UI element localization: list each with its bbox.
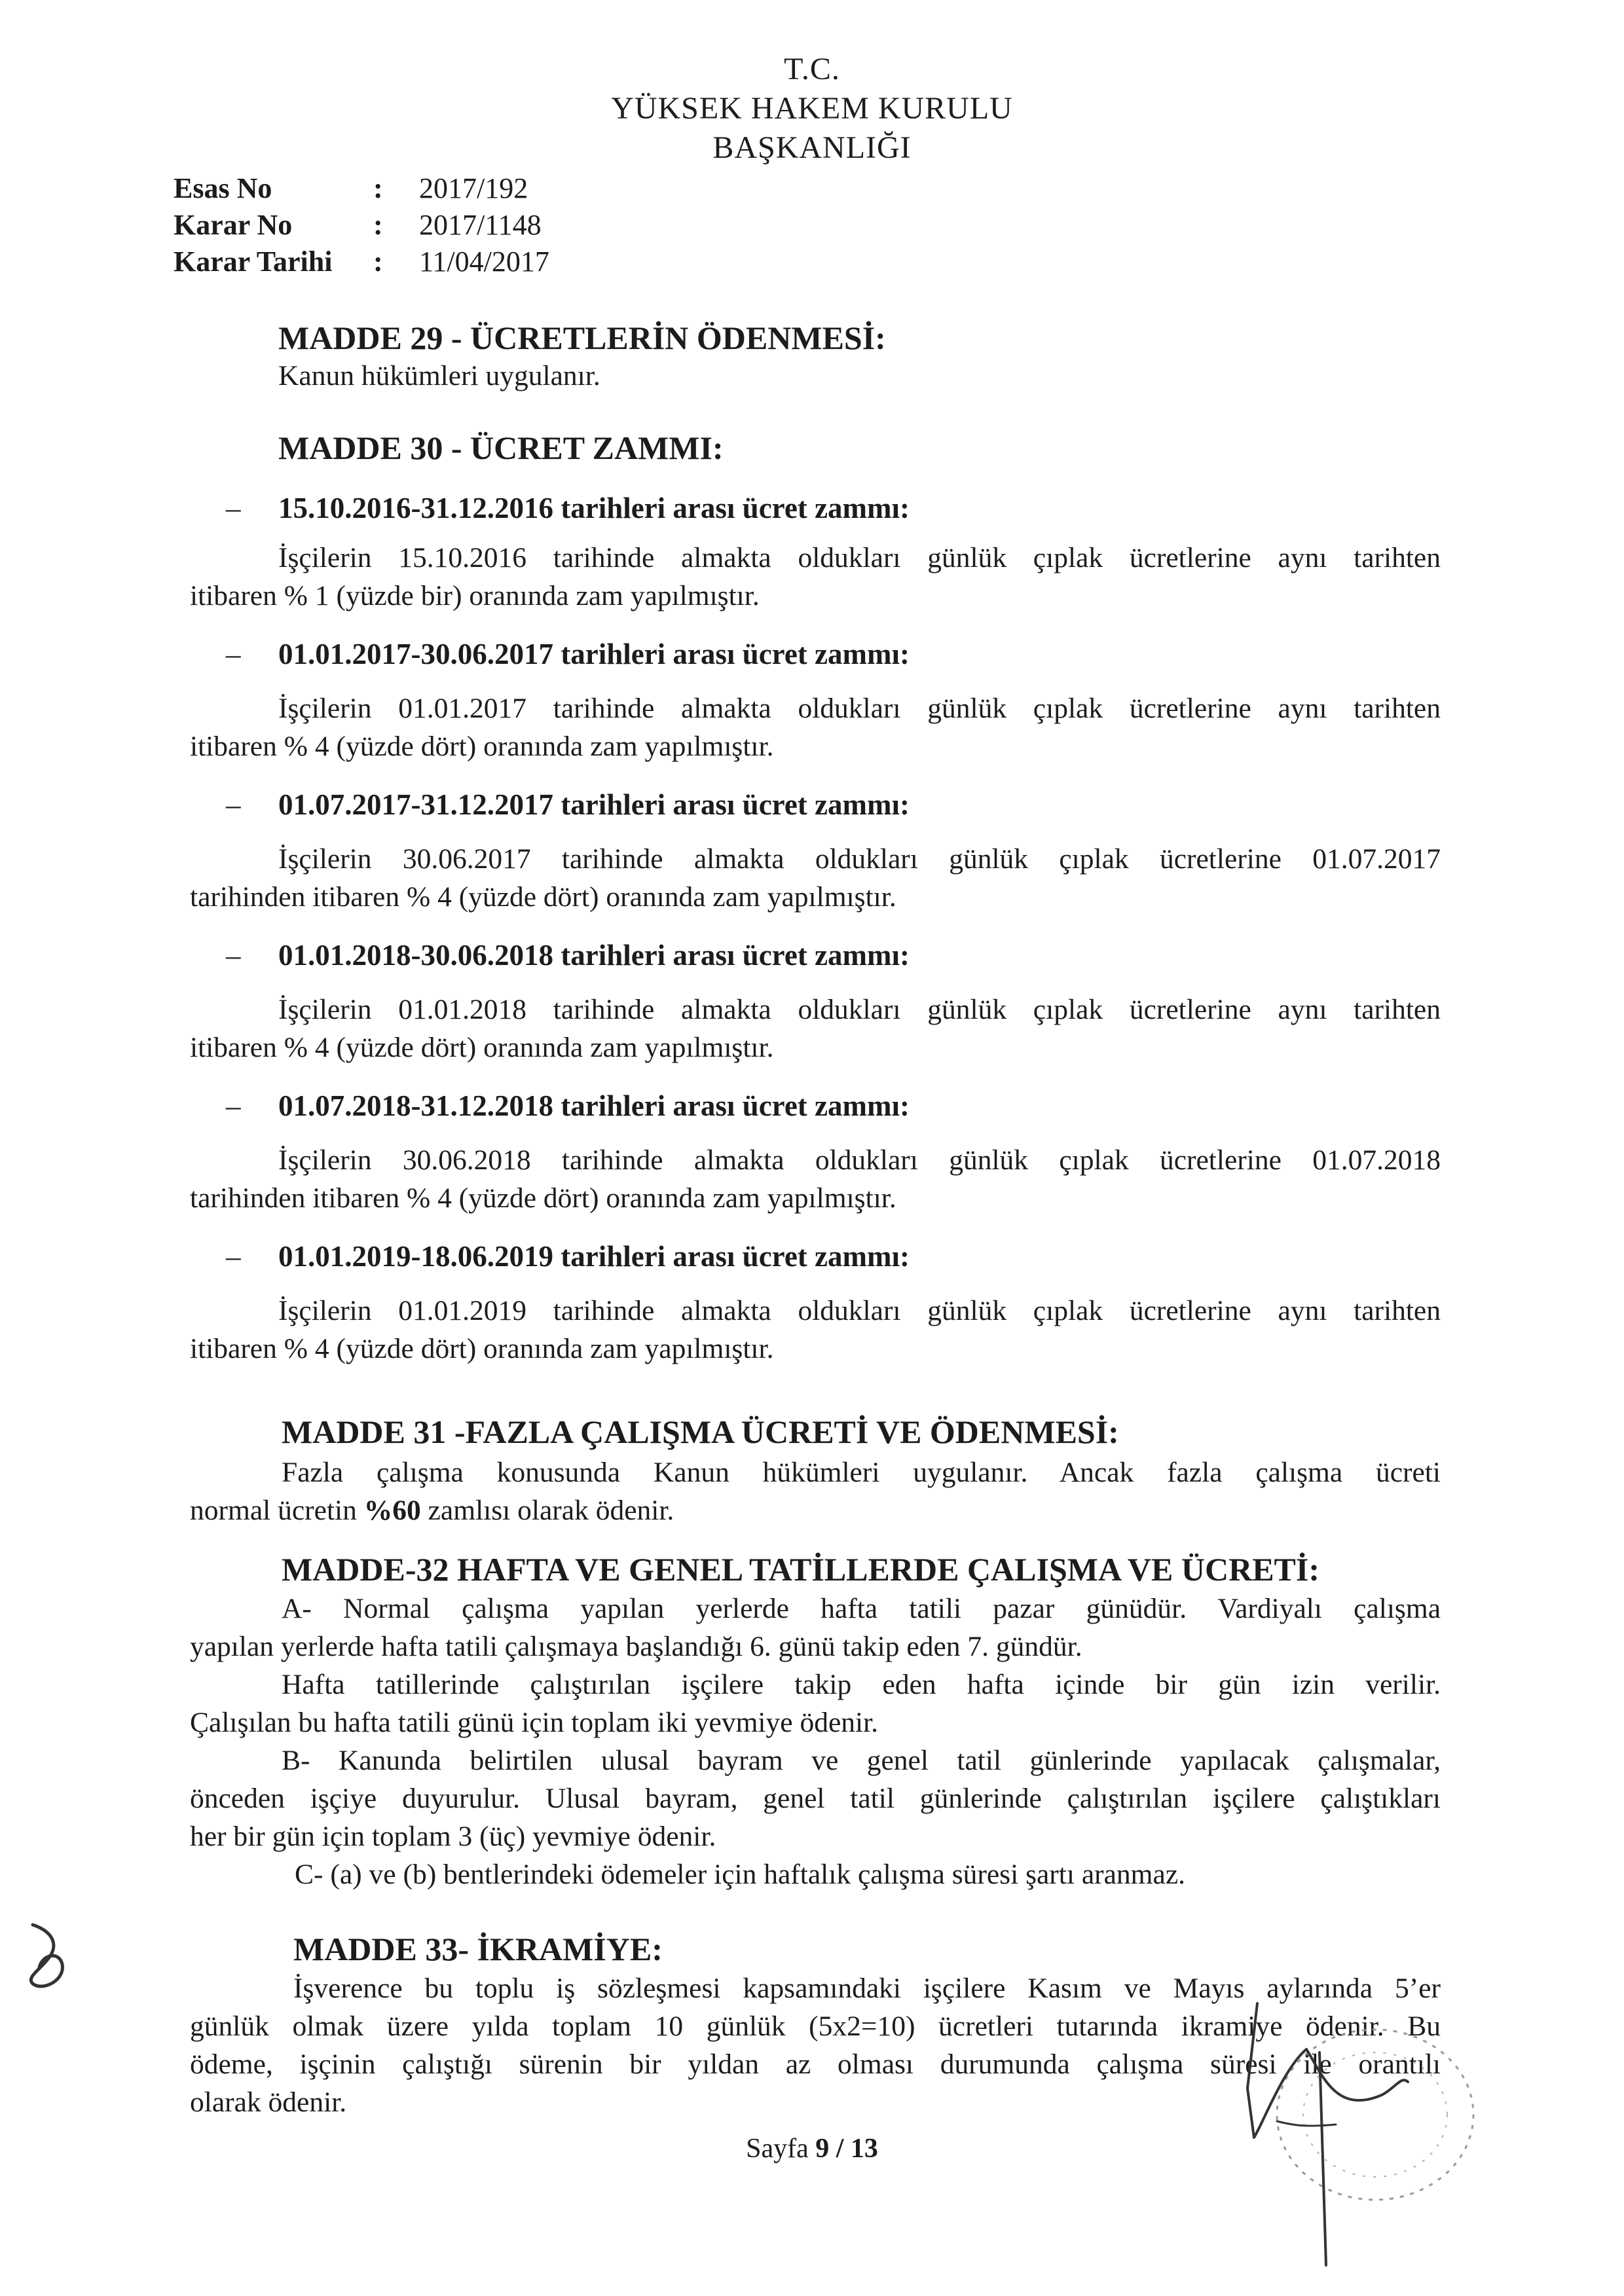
meta-label: Karar No xyxy=(174,209,293,241)
raise-heading xyxy=(226,491,910,525)
meta-value: 2017/1148 xyxy=(419,209,542,241)
paragraph-line: her bir gün için toplam 3 (üç) yevmiye ödenir. xyxy=(190,1821,716,1852)
raise-paragraph xyxy=(190,539,1441,615)
list-dash: – xyxy=(226,939,241,972)
paragraph-line: itibaren % 1 (yüzde bir) oranında zam yapılmıştır. xyxy=(190,580,760,611)
paragraph-line: A- Normal çalışma yapılan yerlerde hafta tatili pazar günüdür. Vardiyalı çalışma xyxy=(282,1593,1441,1624)
meta-separator: : xyxy=(373,172,383,204)
text-run: zamlısı olarak ödenir. xyxy=(420,1495,674,1526)
signature-icon xyxy=(1247,2003,1408,2265)
article-31-title: MADDE 31 -FAZLA ÇALIŞMA ÜCRETİ VE ÖDENMESİ: xyxy=(282,1413,1119,1450)
list-dash: – xyxy=(226,1240,241,1273)
raise-heading xyxy=(226,1089,910,1123)
meta-value: 11/04/2017 xyxy=(419,246,549,278)
header-presidency: BAŞKANLIĞI xyxy=(712,130,912,165)
paragraph-line: ödeme, işçinin çalıştığı sürenin bir yıldan az olması durumunda çalışma süresi ile orantılı xyxy=(190,2049,1441,2080)
raise-heading-text: 01.01.2017-30.06.2017 tarihleri arası ücret zammı: xyxy=(278,638,910,670)
stamp-icon xyxy=(1277,2030,1473,2200)
current-page: 9 xyxy=(815,2134,830,2164)
raise-heading xyxy=(226,788,910,822)
paragraph-line: İşçilerin 01.01.2018 tarihinde almakta oldukları günlük çıplak ücretlerine aynı tarihten xyxy=(278,994,1441,1025)
header-tc: T.C. xyxy=(784,52,840,86)
meta-label: Karar Tarihi xyxy=(174,246,333,278)
paragraph-line: günlük olmak üzere yılda toplam 10 günlük (5x2=10) ücretleri tutarında ikramiye ödenir. Bu xyxy=(190,2011,1441,2042)
raise-heading-text: 01.01.2018-30.06.2018 tarihleri arası ücret zammı: xyxy=(278,939,910,972)
meta-value: 2017/192 xyxy=(419,172,528,204)
paragraph-line: itibaren % 4 (yüzde dört) oranında zam yapılmıştır. xyxy=(190,1032,774,1063)
paragraph-line: Fazla çalışma konusunda Kanun hükümleri uygulanır. Ancak fazla çalışma ücreti xyxy=(282,1457,1441,1488)
raise-heading-text: 01.07.2017-31.12.2017 tarihleri arası ücret zammı: xyxy=(278,788,910,821)
raise-heading-text: 01.07.2018-31.12.2018 tarihleri arası ücret zammı: xyxy=(278,1089,910,1122)
raise-paragraph xyxy=(190,840,1441,916)
paragraph-line: tarihinden itibaren % 4 (yüzde dört) oranında zam yapılmıştır. xyxy=(190,1182,896,1214)
paragraph-line: İşçilerin 01.01.2019 tarihinde almakta oldukları günlük çıplak ücretlerine aynı tarihten xyxy=(278,1295,1441,1326)
paragraph-line: C- (a) ve (b) bentlerindeki ödemeler için haftalık çalışma süresi şartı aranmaz. xyxy=(295,1859,1186,1890)
article-30-title: MADDE 30 - ÜCRET ZAMMI: xyxy=(278,429,724,466)
raise-heading xyxy=(226,637,910,671)
raise-heading xyxy=(226,1239,910,1273)
paragraph-line: Hafta tatillerinde çalıştırılan işçilere takip eden hafta içinde bir gün izin verilir. xyxy=(282,1669,1441,1700)
signature-stamp xyxy=(1179,1990,1493,2278)
paragraph-line: itibaren % 4 (yüzde dört) oranında zam yapılmıştır. xyxy=(190,1333,774,1364)
paragraph-line: olarak ödenir. xyxy=(190,2086,347,2118)
article-32-title: MADDE-32 HAFTA VE GENEL TATİLLERDE ÇALIŞMA VE ÜCRETİ: xyxy=(282,1551,1320,1588)
raise-heading-text: 01.01.2019-18.06.2019 tarihleri arası ücret zammı: xyxy=(278,1240,910,1273)
paragraph-line: B- Kanunda belirtilen ulusal bayram ve genel tatil günlerinde yapılacak çalışmalar, xyxy=(282,1745,1441,1776)
text-run: normal ücretin xyxy=(190,1495,364,1526)
paragraph-line: yapılan yerlerde hafta tatili çalışmaya başlandığı 6. günü takip eden 7. gündür. xyxy=(190,1631,1082,1662)
article-29-title: MADDE 29 - ÜCRETLERİN ÖDENMESİ: xyxy=(278,319,886,356)
meta-separator: : xyxy=(373,209,383,241)
raise-paragraph xyxy=(190,1141,1441,1217)
article-33-title: MADDE 33- İKRAMİYE: xyxy=(293,1931,663,1967)
article-29-text: Kanun hükümleri uygulanır. xyxy=(278,360,600,392)
article-31-text xyxy=(190,1453,1441,1529)
total-pages: 13 xyxy=(850,2134,878,2164)
raise-paragraph xyxy=(190,1292,1441,1368)
paragraph-line: önceden işçiye duyurulur. Ulusal bayram, genel tatil günlerinde çalıştırılan işçilere çalıştıkları xyxy=(190,1783,1441,1814)
article-32-text xyxy=(190,1590,1441,1893)
header-institution: YÜKSEK HAKEM KURULU xyxy=(611,91,1013,126)
list-dash: – xyxy=(226,492,241,524)
handwritten-initial-mark xyxy=(13,1918,85,1997)
paragraph-line: İşçilerin 30.06.2017 tarihinde almakta oldukları günlük çıplak ücretlerine 01.07.2017 xyxy=(278,843,1441,875)
list-dash: – xyxy=(226,1089,241,1122)
paragraph-line: itibaren % 4 (yüzde dört) oranında zam yapılmıştır. xyxy=(190,731,774,762)
paragraph-line: İşçilerin 01.01.2017 tarihinde almakta oldukları günlük çıplak ücretlerine aynı tarihten xyxy=(278,693,1441,724)
list-dash: – xyxy=(226,788,241,821)
paragraph-line: Çalışılan bu hafta tatili günü için toplam iki yevmiye ödenir. xyxy=(190,1707,879,1738)
meta-separator: : xyxy=(373,246,383,278)
paragraph-line: İşverence bu toplu iş sözleşmesi kapsamındaki işçilere Kasım ve Mayıs aylarında 5’er xyxy=(293,1973,1441,2004)
list-dash: – xyxy=(226,638,241,670)
paragraph-line: tarihinden itibaren % 4 (yüzde dört) oranında zam yapılmıştır. xyxy=(190,881,896,913)
page-label: Sayfa xyxy=(746,2134,816,2164)
overtime-rate: %60 xyxy=(363,1495,421,1526)
raise-heading xyxy=(226,938,910,972)
paragraph-line: İşçilerin 30.06.2018 tarihinde almakta oldukları günlük çıplak ücretlerine 01.07.2018 xyxy=(278,1144,1441,1176)
page-separator: / xyxy=(829,2134,851,2164)
paragraph-line xyxy=(190,1491,1441,1529)
meta-label: Esas No xyxy=(174,172,272,204)
paragraph-line: İşçilerin 15.10.2016 tarihinde almakta oldukları günlük çıplak ücretlerine aynı tarihten xyxy=(278,542,1441,574)
raise-heading-text: 15.10.2016-31.12.2016 tarihleri arası ücret zammı: xyxy=(278,492,910,524)
raise-paragraph xyxy=(190,991,1441,1066)
raise-paragraph xyxy=(190,689,1441,765)
